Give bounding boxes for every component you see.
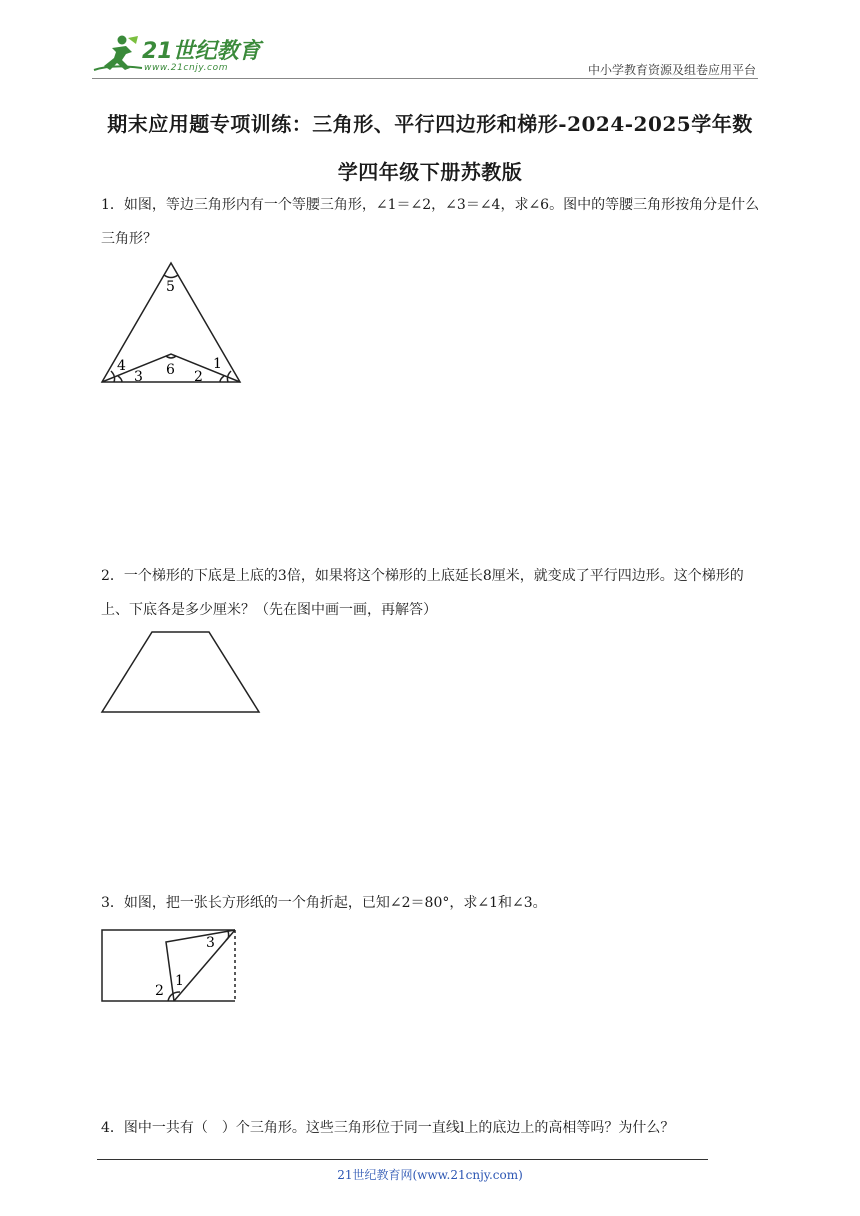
question-1: 1．如图，等边三角形内有一个等腰三角形，∠1＝∠2，∠3＝∠4，求∠6。图中的等腰三角形按角分是什么三角形？ [101, 197, 760, 247]
angle-label-6: 6 [166, 362, 175, 378]
angle-label-3: 3 [206, 935, 215, 951]
page-title [70, 100, 790, 196]
question-3: 3．如图，把一张长方形纸的一个角折起，已知∠2＝80°，求∠1和∠3。 [101, 895, 547, 911]
angle-label-3: 3 [134, 369, 143, 385]
footer-link[interactable]: 21世纪教育网(www.21cnjy.com) [337, 1168, 523, 1182]
logo-main-text: 21世纪教育 [142, 39, 261, 64]
title-line-1: 期末应用题专项训练：三角形、平行四边形和梯形-2024-2025学年数 [107, 112, 753, 136]
figure-folded-rectangle [98, 926, 240, 1006]
question-4: 4．图中一共有（ ）个三角形。这些三角形位于同一直线l上的底边上的高相等吗？为什么？ [101, 1120, 675, 1136]
footer-divider [97, 1159, 708, 1160]
header-divider [92, 78, 758, 79]
angle-label-2: 2 [194, 369, 203, 385]
angle-label-4: 4 [117, 358, 126, 374]
figure-trapezoid [98, 628, 264, 718]
site-logo[interactable] [92, 30, 262, 78]
title-line-2: 学四年级下册苏教版 [337, 160, 523, 184]
angle-label-1: 1 [213, 356, 222, 372]
question-2: 2．一个梯形的下底是上底的3倍，如果将这个梯形的上底延长8厘米，就变成了平行四边形。这个梯形的上、下底各是多少厘米？（先在图中画一画，再解答） [101, 568, 744, 618]
site-tagline: 中小学教育资源及组卷应用平台 [587, 63, 756, 77]
angle-label-5: 5 [166, 279, 175, 295]
logo-url-text: www.21cnjy.com [144, 63, 229, 73]
angle-label-2: 2 [155, 983, 164, 999]
figure-equilateral-triangle [98, 258, 248, 388]
angle-label-1: 1 [175, 973, 184, 989]
